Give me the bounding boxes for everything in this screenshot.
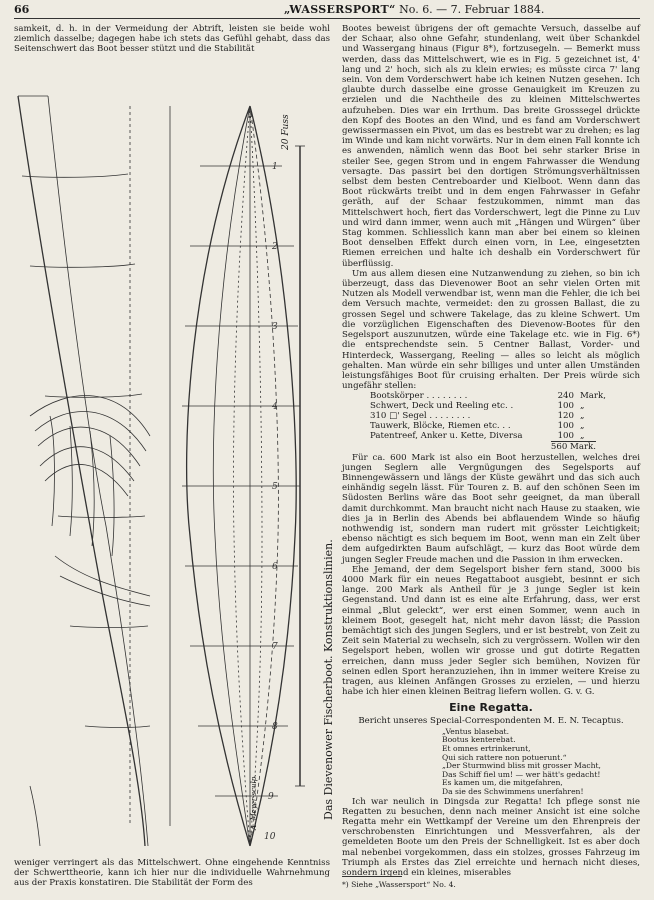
header-rule xyxy=(14,18,640,19)
price-value: 240 xyxy=(557,391,574,402)
price-item: Schwert, Deck und Reeling etc. . xyxy=(370,401,514,412)
table-row xyxy=(370,411,620,421)
boat-construction-drawing xyxy=(10,86,335,856)
page-header xyxy=(14,3,640,19)
section-title: Eine Regatta. xyxy=(449,701,533,715)
table-row xyxy=(370,401,620,411)
verse-line: Das Schiff fiel um! — wer hätt's gedacht! xyxy=(442,769,601,779)
scale-label: 20 Fuss xyxy=(281,114,291,150)
right-column xyxy=(342,24,640,878)
station-number: 4 xyxy=(272,402,278,412)
price-unit: „ xyxy=(580,401,585,412)
station-number: 8 xyxy=(272,722,278,732)
price-value: 100 xyxy=(557,431,574,442)
price-unit: „ xyxy=(580,411,585,422)
station-number: 10 xyxy=(264,832,276,842)
table-row xyxy=(370,391,620,401)
station-number: 3 xyxy=(272,322,278,332)
section-subtitle: Bericht unseres Special-Correspondenten M. E. N. Tecaptus. xyxy=(358,715,624,726)
footnote-rule xyxy=(342,876,402,877)
page-number: 66 xyxy=(14,3,30,16)
paragraph: Ehe Jemand, der dem Segelsport bisher fern stand, 3000 bis 4000 Mark für ein neues Regattaboot ausgiebt, besinnt er sich lange. 200 Mark als Antheil für je 3 junge Segler ist kein Gegenstand. Und dann ist es eine alte Erfahrung, dass, wer erst einmal „Blut geleckt“, wer erst einen Sommer, wenn auch in kleinem Boot, gesegelt hat, nicht mehr davon lässt; die Passion bemächtigt sich des jungen Seglers, und er ist bestrebt, von Zeit zu Zeit sein Material zu wechseln, sich zu vergrössern. Wollen wir den Segelsport heben, wollen wir grosse und gut dotirte Regatten erreichen, dann muss jeder Segler sich bemühen, Novizen für seinen edlen Sport heranzuziehen, ihn in immer weitere Kreise zu tragen, aus kleinen Anfängen Grosses zu erzielen, — und hierzu habe ich hier einen kleinen Beitrag liefern wollen. G. v. G. xyxy=(342,564,640,698)
price-table xyxy=(370,391,620,441)
figure-caption: Das Dievenower Fischerboot. Konstruktionslinien. xyxy=(322,539,335,820)
price-value: 100 xyxy=(557,401,574,412)
verse-line: Es kamen um, die mitgefahren, xyxy=(442,778,563,788)
station-number: 9 xyxy=(268,792,274,802)
verse-line: Da sie des Schwimmens unerfahren! xyxy=(442,786,584,796)
paragraph: Bootes beweist übrigens der oft gemachte Versuch, dasselbe auf der Schaar, also ohne Gefahr, stundenlang, weit über Schankdel und Wassergang hinaus (Figur 8*), fortzusegeln. — Bemerkt muss werden, dass das Mittelschwert, wie es in Fig. 5 gezeichnet ist, 4' lang und 2' hoch, sich als zu klein erwies; es müsste circa 7' lang sein. Von dem Vorderschwert habe ich keinen Nutzen gesehen. Ich glaubte durch dasselbe eine grosse Genauigkeit im Kreuzen zu erzielen und die Nachtheile des zu kleinen Mittelschwertes aufzuheben. Dies war ein Irrthum. Das breite Grosssegel drückte den Kopf des Bootes an den Wind, und es fand am Vorderschwert gewissermassen ein Pivot, um das es bestrebt war zu drehen; es lag im Winde und kam nicht vorwärts. Nur in dem einen Fall konnte ich es anwenden, nämlich wenn das Boot bei sehr starker Brise in steiler See, gegen Strom und in engem Fahrwasser die Wendung versagte. Das passirt bei den dortigen Strömungsverhältnissen selbst dem besten Centreboarder und Kielboot. Wenn dann das Boot rückwärts treibt und in dem engen Fahrwasser in Gefahr geräth, auf der Schaar festzukommen, nimmt man das Mittelschwert hoch, fiert das Vorderschwert, legt die Pinne zu Luv und wird dann immer, wenn auch mit „Hängen und Würgen“ über Stag kommen. Schliesslich kann man aber bei einem so kleinen Boot denselben Effekt durch einen vorn, in Lee, eingesetzten Riemen erreichen und halte ich deshalb ein Vorderschwert für überflüssig. xyxy=(342,24,640,269)
price-total: 560 Mark. xyxy=(550,442,596,453)
price-item: Bootskörper . . . . . . . . xyxy=(370,391,468,402)
station-number: 1 xyxy=(272,162,278,172)
verse-line: Et omnes ertrinkerunt, xyxy=(442,743,531,753)
verse-line: Bootus kenterebat. xyxy=(442,735,516,745)
verse-line: Qui sich rattere non potuerunt.“ xyxy=(442,752,567,762)
journal-title-line xyxy=(284,3,544,16)
table-row xyxy=(370,431,620,441)
paragraph: weniger verringert als das Mittelschwert. Ohne eingehende Kenntniss der Schwerttheorie, kann ich hier nur die individuelle Wahrnehmung aus der Praxis konstatiren. Die Stabilität der Form des xyxy=(14,858,330,889)
verse xyxy=(442,728,640,797)
price-item: 310 □' Segel . . . . . . . . xyxy=(370,411,471,422)
station-number: 2 xyxy=(272,242,278,252)
paragraph: Um aus allem diesen eine Nutzanwendung zu ziehen, so bin ich überzeugt, dass das Dievenower Boot an sehr vielen Orten mit Nutzen als Modell verwendbar ist, wenn man die Fehler, die ich bei dem Versuch machte, vermeidet: den zu grossen Ballast, die zu grossen Segel und schwere Takelage, das zu kleine Schwert. Um die vorzüglichen Eigenschaften des Dievenow-Bootes für den Segelsport auszunutzen, würde eine Takelage etc. wie in Fig. 6*) die entsprechendste sein. 5 Centner Ballast, Vorder- und Hinterdeck, Wassergang, Reeling — alles so leicht als möglich gehalten. Man würde ein sehr billiges und unter allen Umständen leistungsfähiges Boot für cruising erhalten. Der Preis würde sich ungefähr stellen: xyxy=(342,268,640,392)
left-column-bottom xyxy=(14,858,330,889)
paragraph: Ich war neulich in Dingsda zur Regatta! Ich pflege sonst nie Regatten zu besuchen, denn nach meiner Ansicht ist eine solche Regatta mehr ein Wettkampf der Vereine um den Ehrenpreis der verschrobensten Einrichtungen und Messverfahren, als der gemeldeten Boote um den Preis der Schnelligkeit. Ist es aber doch mal nebenbei vorgekommen, dass ein stolzes, grosses Fahrzeug im Triumph als Erstes das Ziel erreichte und hernach nicht dieses, sondern irgend ein kleines, miserables xyxy=(342,796,640,878)
station-number: 5 xyxy=(272,482,278,492)
station-number: 6 xyxy=(272,562,278,572)
left-column-top xyxy=(14,24,330,55)
price-unit: Mark, xyxy=(580,391,606,402)
price-item: Tauwerk, Blöcke, Riemen etc. . . xyxy=(370,421,511,432)
footnote: *) Siehe „Wassersport“ No. 4. xyxy=(342,880,456,889)
verse-line: „Der Sturmwind bliss mit grosser Macht, xyxy=(442,761,601,771)
price-total-row xyxy=(342,441,640,452)
price-value: 100 xyxy=(557,421,574,432)
price-unit: „ xyxy=(580,431,585,442)
engraver-signature: A. Meyer sculp. xyxy=(250,774,258,830)
table-row xyxy=(370,421,620,431)
issue-info: No. 6. — 7. Februar 1884. xyxy=(399,3,545,16)
paragraph: samkeit, d. h. in der Vermeidung der Abtrift, leisten sie beide wohl ziemlich dasselbe; dagegen habe ich stets das Gefühl gehabt, dass das Seitenschwert das Boot besser stützt und die Stabilität xyxy=(14,24,330,55)
verse-line: „Ventus blasebat. xyxy=(442,726,510,736)
price-unit: „ xyxy=(580,421,585,432)
paragraph: Für ca. 600 Mark ist also ein Boot herzustellen, welches drei jungen Seglern alle Vergnügungen des Segelsports auf Binnengewässern und längs der Küste gewährt und das sich auch einhändig segeln lässt. Für Touren z. B. auf den schönen Seen im Südosten Berlins wäre das Boot sehr geeignet, da man überall damit durchkommt. Man braucht nicht nach Hause zu staaken, wie dies ja in Berlin des Abends bei abflauendem Winde so häufig nothwendig ist, sondern man rudert mit grösster Leichtigkeit; ebenso nächtigt es sich bequem im Boot, wenn man ein Zelt über dem aufgedirkten Baum aufschlägt, — kurz das Boot würde dem jungen Segler Freude machen und die Passion in ihm erwecken. xyxy=(342,452,640,565)
price-value: 120 xyxy=(557,411,574,422)
station-number: 7 xyxy=(272,642,278,652)
journal-title: „WASSERSPORT“ xyxy=(284,3,396,16)
price-item: Patentreef, Anker u. Kette, Diversa xyxy=(370,431,523,442)
